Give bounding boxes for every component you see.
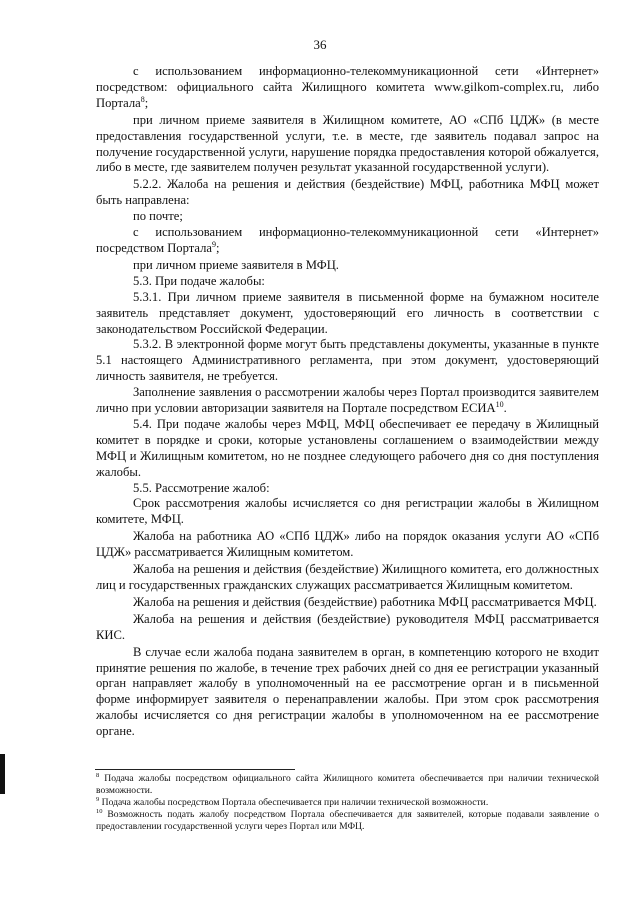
paragraph: Жалоба на работника АО «СПб ЦДЖ» либо на порядок оказания услуги АО «СПб ЦДЖ» рассматривается Жилищным комитетом. [96, 529, 599, 560]
footnote-ref: 9 [211, 239, 216, 249]
paragraph: Жалоба на решения и действия (бездействие) руководителя МФЦ рассматривается КИС. [96, 611, 599, 642]
footnotes [96, 773, 599, 833]
footnote: $^{10}$ Возможность подать жалобу посредством Портала обеспечивается для заявителей, которые подавали заявление о предоставлении государственной услуги через Портал или МФЦ. [96, 808, 599, 833]
paragraph: Заполнение заявления о рассмотрении жалобы через Портал производится заявителем лично при условии авторизации заявителя на Портале посредством ЕСИА$^{10}$. [96, 385, 599, 416]
footnote-divider [95, 769, 295, 770]
paragraph: 5.4. При подаче жалобы через МФЦ, МФЦ обеспечивает ее передачу в Жилищный комитет в порядке и сроки, которые установлены соглашением о взаимодействии между МФЦ и Жилищным комитетом, но не позднее следующего рабочего дня со дня поступления жалобы. [96, 416, 599, 479]
paragraph: 5.5. Рассмотрение жалоб: [133, 480, 270, 495]
footnote-mark: 8 [96, 771, 100, 779]
paragraph: В случае если жалоба подана заявителем в орган, в компетенцию которого не входит принятие решения по жалобе, в течение трех рабочих дней со дня ее регистрации указанный орган направляет жалобу в уполномоченный на ее рассмотрение орган и в письменной форме информирует заявителя о перенаправлении жалобы. При этом срок рассмотрения жалобы исчисляется со дня регистрации жалобы в уполномоченном на ее рассмотрение органе. [96, 644, 599, 739]
page-number: 36 [313, 37, 327, 52]
scan-margin-mark [0, 754, 5, 794]
paragraph: 5.2.2. Жалоба на решения и действия (бездействие) МФЦ, работника МФЦ может быть направлена: [96, 177, 599, 208]
paragraph: Жалоба на решения и действия (бездействие) Жилищного комитета, его должностных лиц и государственных гражданских служащих рассматривается Жилищным комитетом. [96, 562, 599, 592]
paragraph: Срок рассмотрения жалобы исчисляется со дня регистрации жалобы в Жилищном комитете, МФЦ. [96, 496, 599, 527]
paragraph: с использованием информационно-телекоммуникационной сети «Интернет» посредством: официального сайта Жилищного комитета www.gilkom-complex.ru, либо Портала$^8$; [96, 64, 599, 110]
paragraph: 5.3.1. При личном приеме заявителя в письменной форме на бумажном носителе заявитель представляет документ, удостоверяющий его личность в соответствии с законодательством Российской Федерации. [96, 289, 599, 336]
paragraph: по почте; [133, 209, 183, 224]
paragraph: при личном приеме заявителя в Жилищном комитете, АО «СПб ЦДЖ» (в месте предоставления государственной услуги, т.е. в месте, где заявитель подавал запрос на получение государственной услуги, нарушение порядка предоставления которой обжалуется, либо в месте, где заявителем получен результат указанной государственной услуги). [96, 112, 599, 175]
paragraph: при личном приеме заявителя в МФЦ. [133, 257, 339, 272]
footnote-mark: 9 [96, 796, 100, 803]
footnote: $^9$ Подача жалобы посредством Портала обеспечивается при наличии технической возможности. [96, 796, 489, 809]
footnote: $^8$ Подача жалобы посредством официального сайта Жилищного комитета обеспечивается при наличии технической возможности. [96, 771, 599, 797]
footnote-ref: 8 [140, 94, 145, 104]
footnote-mark: 10 [96, 808, 103, 816]
body-text [96, 64, 599, 740]
footnote-ref: 10 [495, 399, 504, 409]
paragraph: 5.3. При подаче жалобы: [133, 273, 265, 288]
paragraph: 5.3.2. В электронной форме могут быть представлены документы, указанные в пункте 5.1 настоящего Административного регламента, при этом документ, удостоверяющий личность заявителя, не требуется. [96, 337, 599, 384]
paragraph: с использованием информационно-телекоммуникационной сети «Интернет» посредством Портала$^9$; [96, 225, 599, 255]
paragraph: Жалоба на решения и действия (бездействие) работника МФЦ рассматривается МФЦ. [133, 594, 597, 609]
